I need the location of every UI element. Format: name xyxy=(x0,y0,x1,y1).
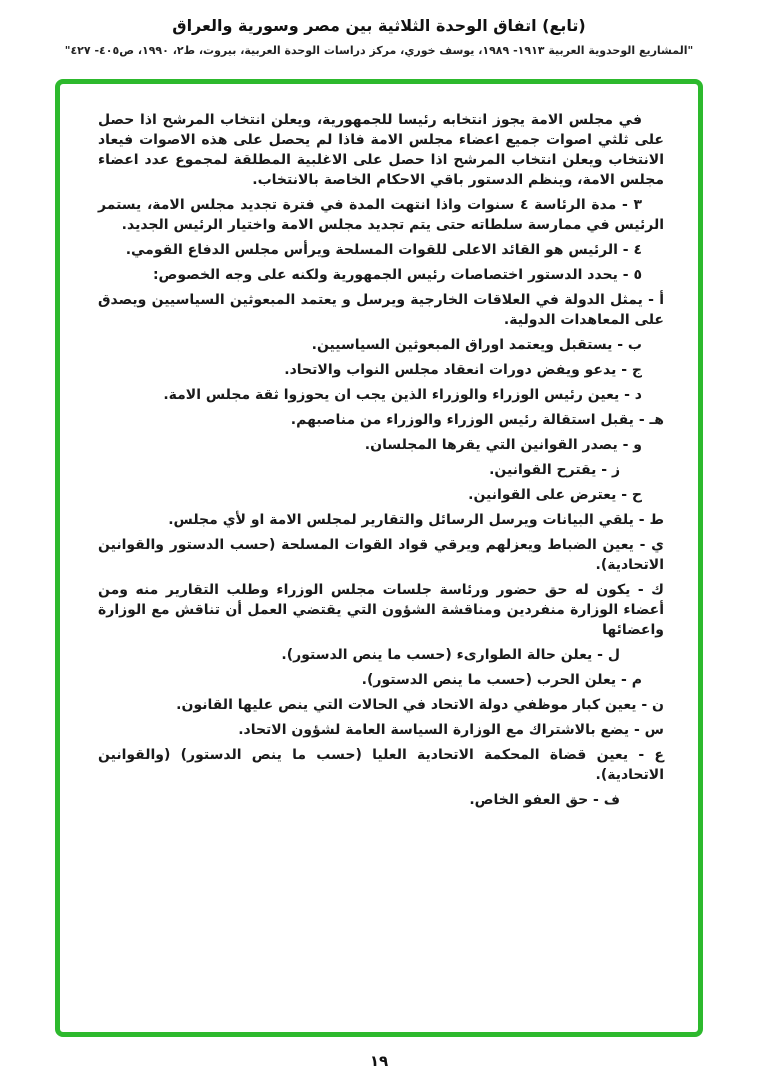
page-footer xyxy=(0,1052,758,1070)
paragraph: ح - يعترض على القوانين. xyxy=(468,487,642,503)
paragraph: ط - يلقي البيانات ويرسل الرسائل والتقارير لمجلس الامة او لأي مجلس. xyxy=(168,512,664,528)
paragraph: ع - يعين قضاة المحكمة الاتحادية العليا (حسب ما ينص الدستور) (والقوانين الاتحادية). xyxy=(98,747,664,783)
body-text xyxy=(98,110,664,810)
paragraph: ٤ - الرئيس هو القائد الاعلى للقوات المسلحة ويرأس مجلس الدفاع القومي. xyxy=(125,242,642,258)
citation-line: "المشاريع الوحدوية العربية ١٩١٣- ١٩٨٩، يوسف خوري، مركز دراسات الوحدة العربية، بيروت، ط٢، ١٩٩٠، ص٤٠٥- ٤٢٧" xyxy=(64,44,694,57)
paragraph: د - يعين رئيس الوزراء والوزراء الذين يجب ان يحوزوا ثقة مجلس الامة. xyxy=(163,387,642,403)
page-number: ١٩ xyxy=(369,1052,389,1070)
page-title: (تابع) اتفاق الوحدة الثلاثية بين مصر وسورية والعراق xyxy=(172,16,586,35)
paragraph: م - يعلن الحرب (حسب ما ينص الدستور). xyxy=(361,672,642,688)
paragraph: هـ - يقبل استقالة رئيس الوزراء والوزراء من مناصبهم. xyxy=(290,412,664,428)
paragraph: ٣ - مدة الرئاسة ٤ سنوات واذا انتهت المدة في فترة تجديد مجلس الامة، يستمر الرئيس في ممارسة سلطاته حتى يتم تجديد مجلس الامة واختيار الرئيس الجديد. xyxy=(98,197,664,233)
paragraph: ب - يستقبل ويعتمد اوراق المبعوثين السياسيين. xyxy=(311,337,642,353)
paragraph: ك - يكون له حق حضور ورئاسة جلسات مجلس الوزراء وطلب التقارير منه ومن أعضاء الوزارة منفردين ومناقشة الشؤون التي يقتضي العمل أن تناقش مع الوزارة واعضائها xyxy=(98,582,664,638)
paragraph: ل - يعلن حالة الطوارىء (حسب ما ينص الدستور). xyxy=(281,647,620,663)
paragraph: ٥ - يحدد الدستور اختصاصات رئيس الجمهورية ولكنه على وجه الخصوص: xyxy=(152,267,642,283)
paragraph: ز - يقترح القوانين. xyxy=(489,462,620,478)
paragraph: في مجلس الامة يجوز انتخابه رئيسا للجمهورية، ويعلن انتخاب المرشح اذا حصل على ثلثي اصوات جميع اعضاء مجلس الامة فاذا لم يحصل على هذه الاصوات فيعاد الانتخاب ويعلن انتخاب المرشح اذا حصل على الاغلبية المطلقة لمجموع عدد اعضاء مجلس الامة، وينظم الدستور باقي الاحكام الخاصة بالانتخاب. xyxy=(98,112,664,188)
paragraph: ف - حق العفو الخاص. xyxy=(469,792,620,808)
paragraph: أ - يمثل الدولة في العلاقات الخارجية ويرسل و يعتمد المبعوثين السياسيين ويصدق على المعاهدات الدولية. xyxy=(98,292,664,328)
page-header xyxy=(0,0,758,57)
content-frame xyxy=(55,79,703,1037)
paragraph: س - يضع بالاشتراك مع الوزارة السياسة العامة لشؤون الاتحاد. xyxy=(238,722,664,738)
paragraph: ج - يدعو ويفض دورات انعقاد مجلس النواب والاتحاد. xyxy=(284,362,642,378)
paragraph: و - يصدر القوانين التي يقرها المجلسان. xyxy=(364,437,642,453)
paragraph: ن - يعين كبار موظفي دولة الاتحاد في الحالات التي ينص عليها القانون. xyxy=(176,697,664,713)
paragraph: ي - يعين الضباط ويعزلهم ويرقي قواد القوات المسلحة (حسب الدستور والقوانين الاتحادية). xyxy=(98,537,664,573)
